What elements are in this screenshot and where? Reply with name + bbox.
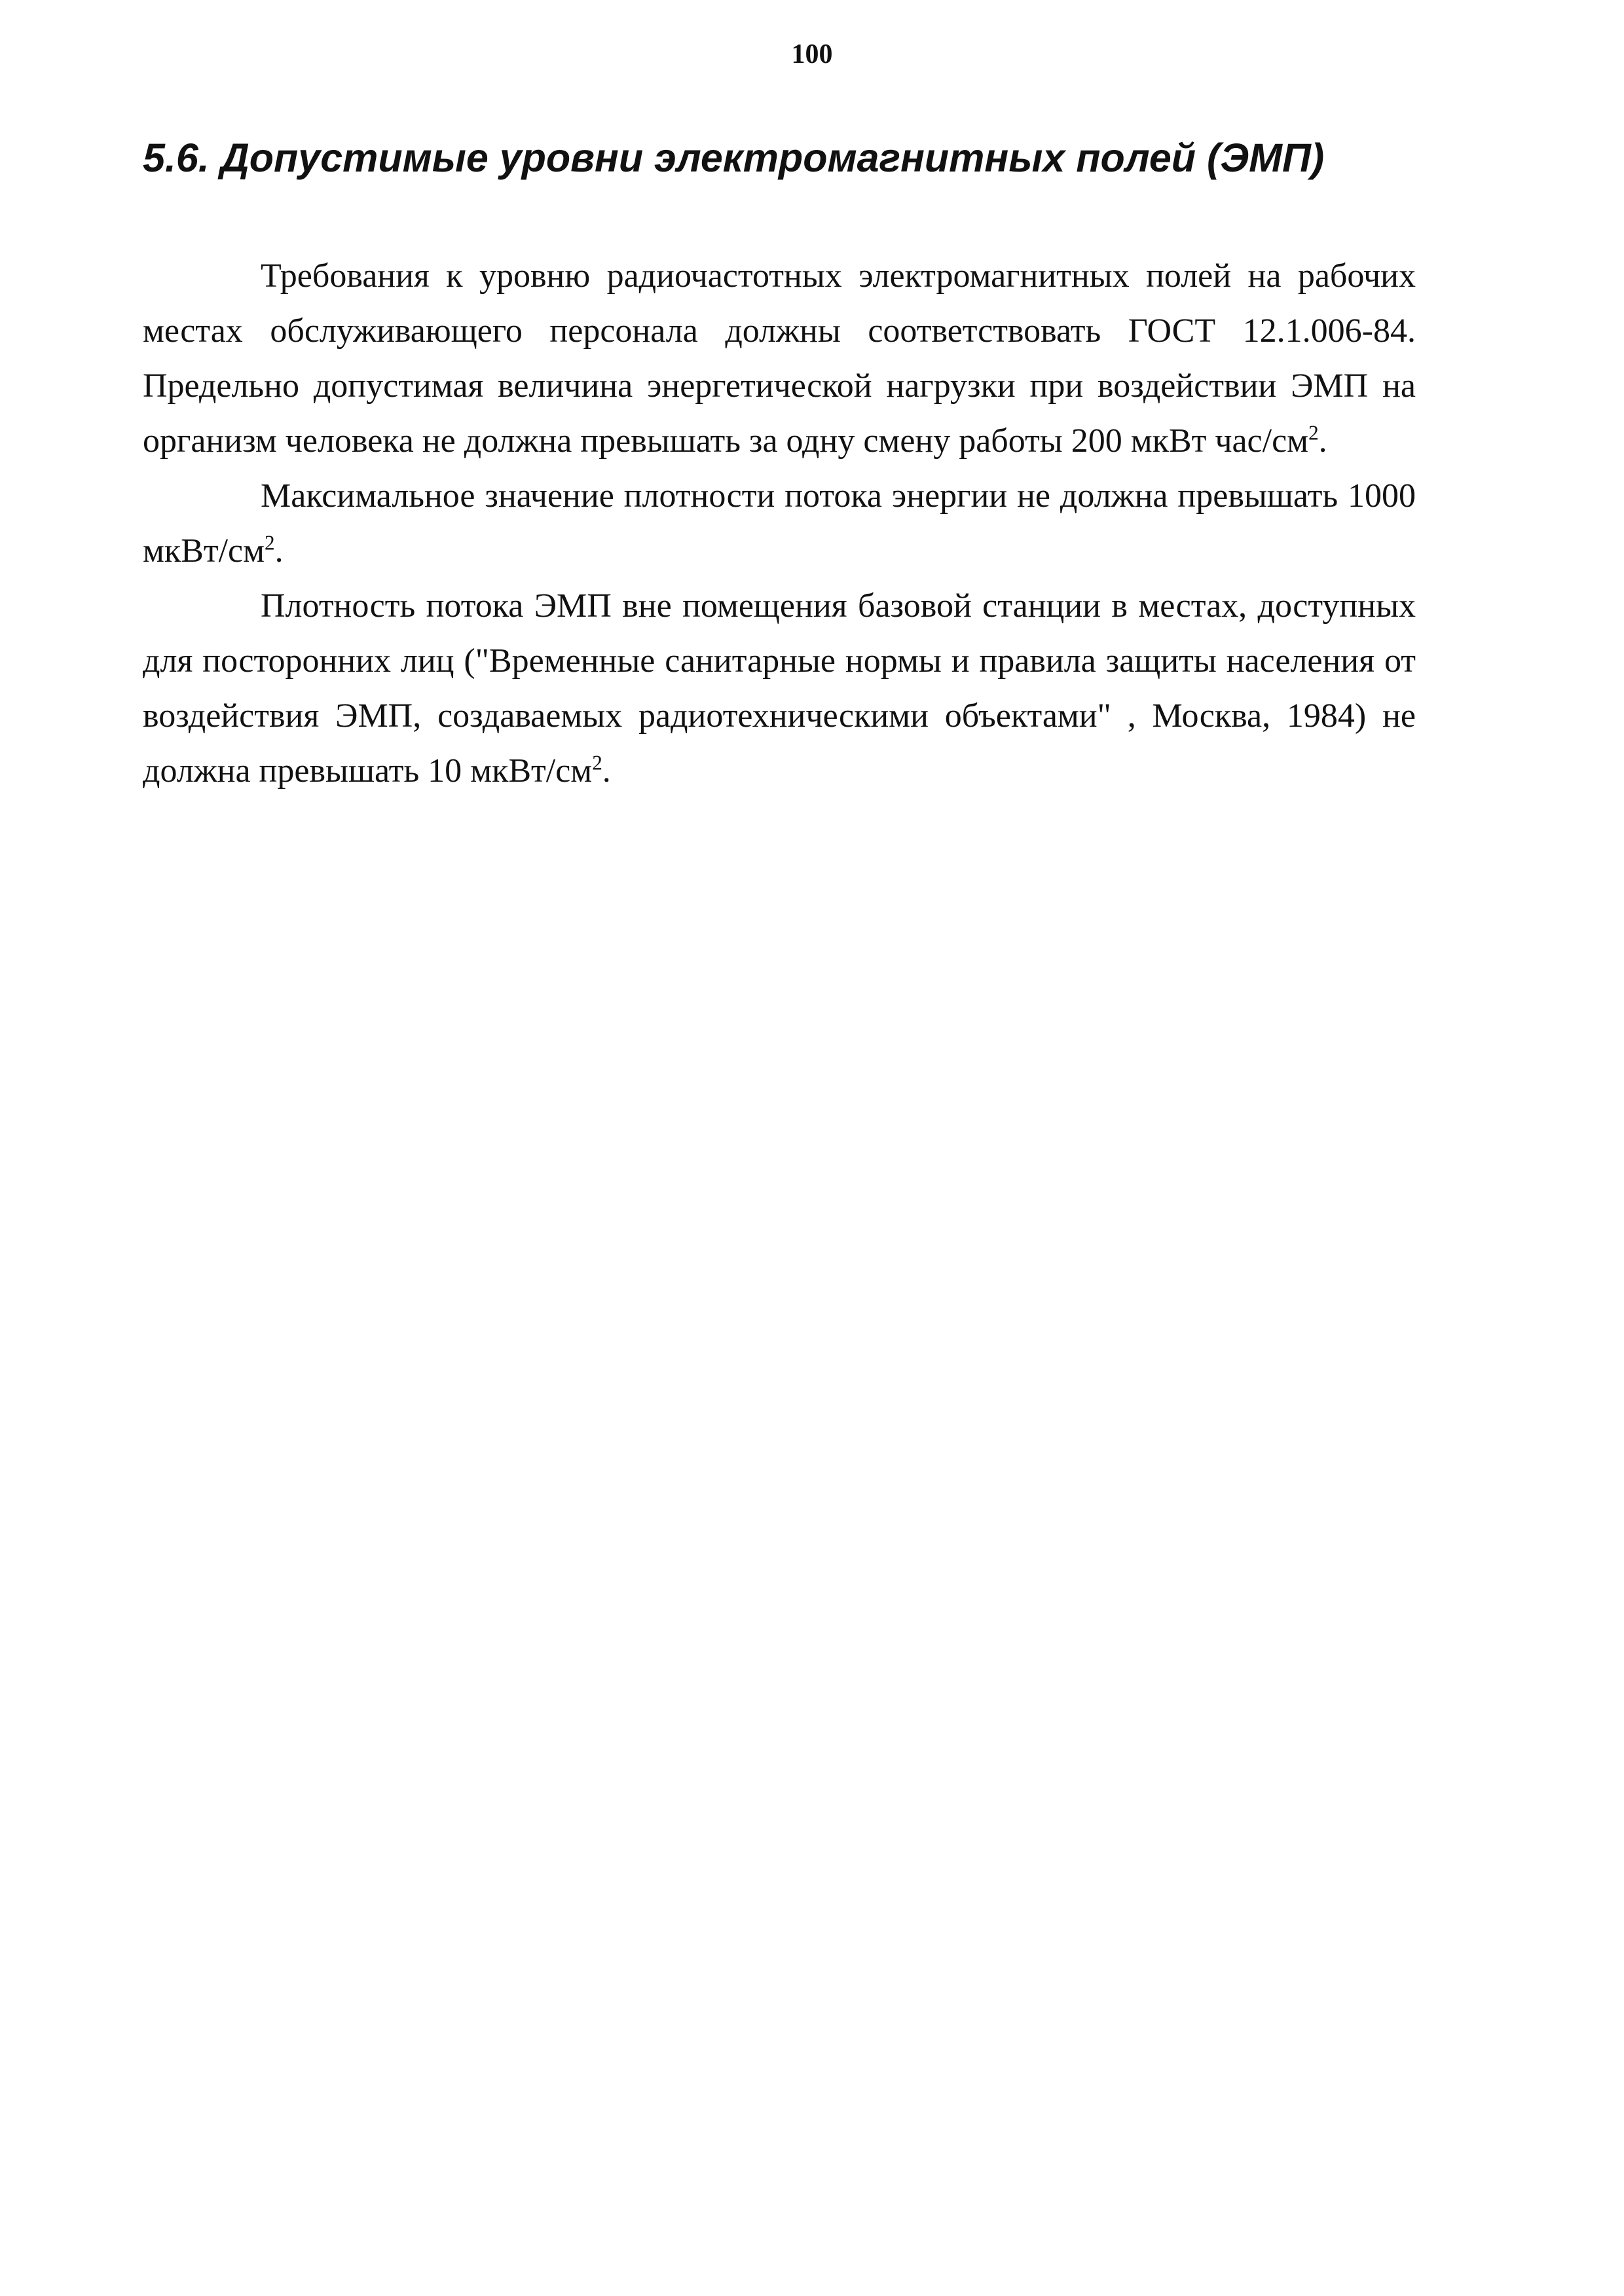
paragraph-text: Требования к уровню радиочастотных электромагнитных полей на рабочих местах обслуживающего персонала должны соответствовать ГОСТ 12.1.006-84. Предельно допустимая величина энергетической нагрузки при воздействии ЭМП на организм человека не должна превышать за одну смену работы 200 мкВт час/см xyxy=(143,257,1416,460)
section-heading: 5.6. Допустимые уровни электромагнитных полей (ЭМП) xyxy=(143,136,1325,180)
paragraph-tail: . xyxy=(1318,422,1327,460)
body-text xyxy=(143,249,1416,799)
superscript: 2 xyxy=(265,531,275,555)
paragraph-emp-requirements xyxy=(143,249,1416,469)
paragraph-text: Максимальное значение плотности потока энергии не должна превышать 1000 мкВт/см xyxy=(143,477,1416,570)
paragraph-tail: . xyxy=(602,752,611,790)
paragraph-outside-flux-density xyxy=(143,579,1416,799)
superscript: 2 xyxy=(1308,421,1319,445)
paragraph-tail: . xyxy=(274,532,284,570)
page-number: 100 xyxy=(791,39,833,69)
paragraph-max-flux-density xyxy=(143,469,1416,579)
paragraph-text: Плотность потока ЭМП вне помещения базовой станции в местах, доступных для посторонних лиц ("Временные санитарные нормы и правила защиты населения от воздействия ЭМП, создаваемых радиотехническими объектами" , Москва, 1984) не должна превышать 10 мкВт/см xyxy=(143,587,1416,790)
superscript: 2 xyxy=(592,751,602,774)
